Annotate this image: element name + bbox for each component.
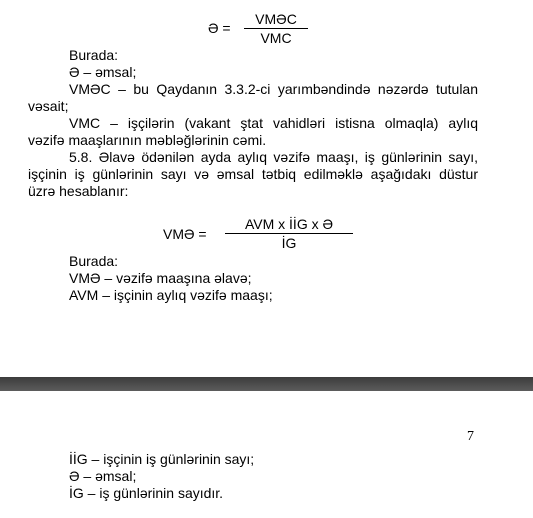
definition-line: Ə – əmsal; [69, 468, 137, 484]
formula2-lhs: VMƏ = [163, 226, 207, 242]
formula2-fraction [225, 216, 353, 251]
definition-line: İİG – işçinin iş günlərinin sayı; [69, 451, 255, 467]
formula2-fraction-bar [225, 233, 353, 234]
page-number: 7 [467, 429, 474, 444]
definitions-heading: Burada: [69, 47, 119, 63]
definitions-heading: Burada: [69, 253, 119, 269]
formula1-lhs: Ə = [208, 20, 231, 36]
definition-line: VMƏ – vəzifə maaşına əlavə; [69, 270, 252, 286]
definition-line: VMƏC – bu Qaydanın 3.3.2-ci yarımbəndində nəzərdə tutulan [69, 81, 478, 97]
definition-line: Ə – əmsal; [69, 64, 137, 80]
formula1-fraction-bar [244, 28, 308, 29]
formula1-numerator: VMƏC [255, 11, 297, 27]
definition-line: vəsait; [28, 98, 69, 114]
section-5-8-line: 5.8. Əlavə ödənilən ayda aylıq vəzifə maaşı, iş günlərinin sayı, [69, 149, 478, 165]
formula2-numerator: AVM x İİG x Ə [244, 216, 334, 232]
section-5-8-line: işçinin iş günlərinin sayı və əmsal tətbiq edilməklə aşağıdakı düstur [28, 166, 478, 182]
page-break-separator [0, 377, 533, 391]
definition-line: AVM – işçinin aylıq vəzifə maaşı; [69, 287, 273, 303]
definition-line: vəzifə maaşlarının məbləğlərinin cəmi. [28, 132, 267, 148]
formula2-denominator: İG [281, 235, 297, 251]
formula1-denominator: VMC [260, 30, 292, 46]
definition-line: VMC – işçilərin (vakant ştat vahidləri istisna olmaqla) aylıq [69, 115, 478, 131]
definition-line: İG – iş günlərinin sayıdır. [69, 485, 224, 501]
formula1-fraction [244, 11, 308, 46]
section-5-8-line: üzrə hesablanır: [28, 183, 129, 199]
